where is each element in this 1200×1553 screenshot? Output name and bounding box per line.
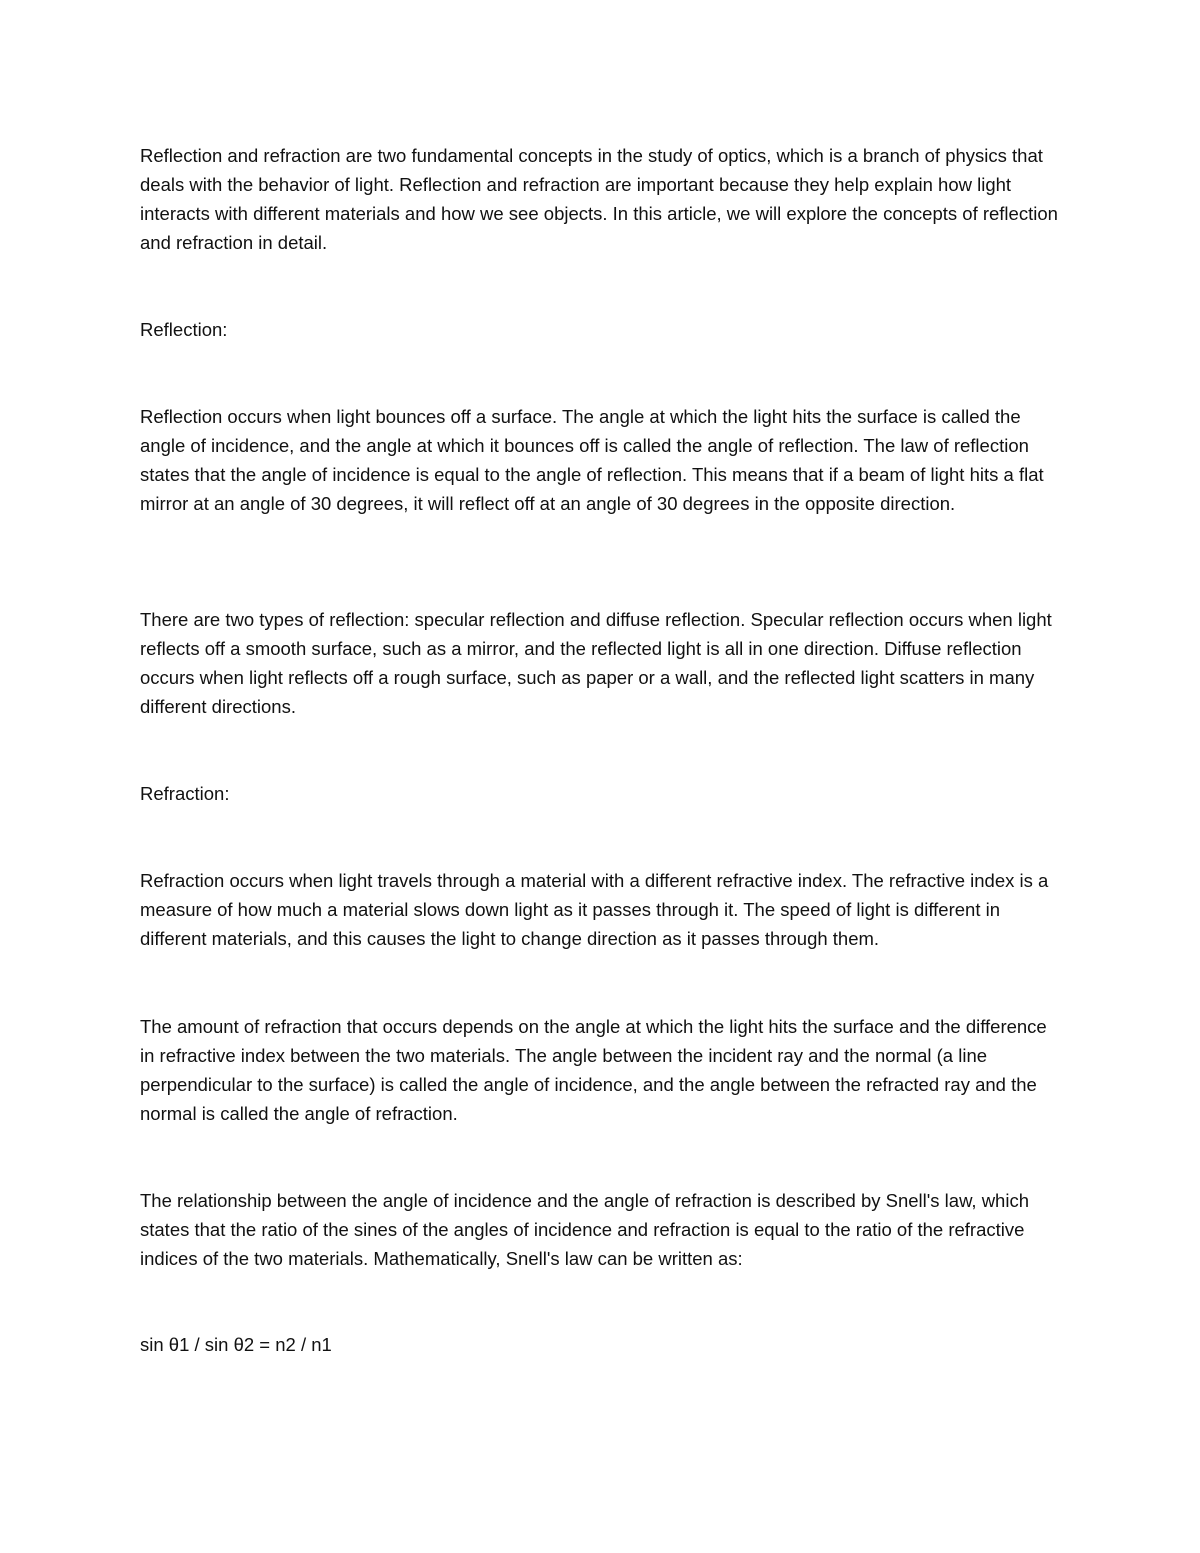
snells-law-formula: sin θ1 / sin θ2 = n2 / n1 [140, 1334, 332, 1355]
refraction-amount-paragraph: The amount of refraction that occurs depends on the angle at which the light hits the surface and the difference in refractive index between the two materials. The angle between the incident ray and the normal (a line perpendicular to the surface) is called the angle of incidence, and the angle between the refracted ray and the normal is called the angle of refraction. [140, 1016, 1047, 1124]
snells-law-paragraph: The relationship between the angle of incidence and the angle of refraction is described by Snell's law, which states that the ratio of the sines of the angles of incidence and refraction is equal to the ratio of the refractive indices of the two materials. Mathematically, Snell's law can be written as: [140, 1190, 1029, 1269]
refraction-paragraph: Refraction occurs when light travels through a material with a different refractive index. The refractive index is a measure of how much a material slows down light as it passes through it. The speed of light is different in different materials, and this causes the light to change direction as it passes through them. [140, 870, 1049, 949]
reflection-types-paragraph: There are two types of reflection: specular reflection and diffuse reflection. Specular reflection occurs when light reflects off a smooth surface, such as a mirror, and the reflected light is all in one direction. Diffuse reflection occurs when light reflects off a rough surface, such as paper or a wall, and the reflected light scatters in many different directions. [140, 609, 1052, 717]
refraction-heading: Refraction: [140, 783, 230, 804]
reflection-heading: Reflection: [140, 319, 228, 340]
reflection-paragraph: Reflection occurs when light bounces off a surface. The angle at which the light hits the surface is called the angle of incidence, and the angle at which it bounces off is called the angle of reflection. The law of reflection states that the angle of incidence is equal to the angle of reflection. This means that if a beam of light hits a flat mirror at an angle of 30 degrees, it will reflect off at an angle of 30 degrees in the opposite direction. [140, 406, 1044, 514]
intro-paragraph: Reflection and refraction are two fundamental concepts in the study of optics, which is a branch of physics that deals with the behavior of light. Reflection and refraction are important because they help explain how light interacts with different materials and how we see objects. In this article, we will explore the concepts of reflection and refraction in detail. [140, 145, 1058, 253]
